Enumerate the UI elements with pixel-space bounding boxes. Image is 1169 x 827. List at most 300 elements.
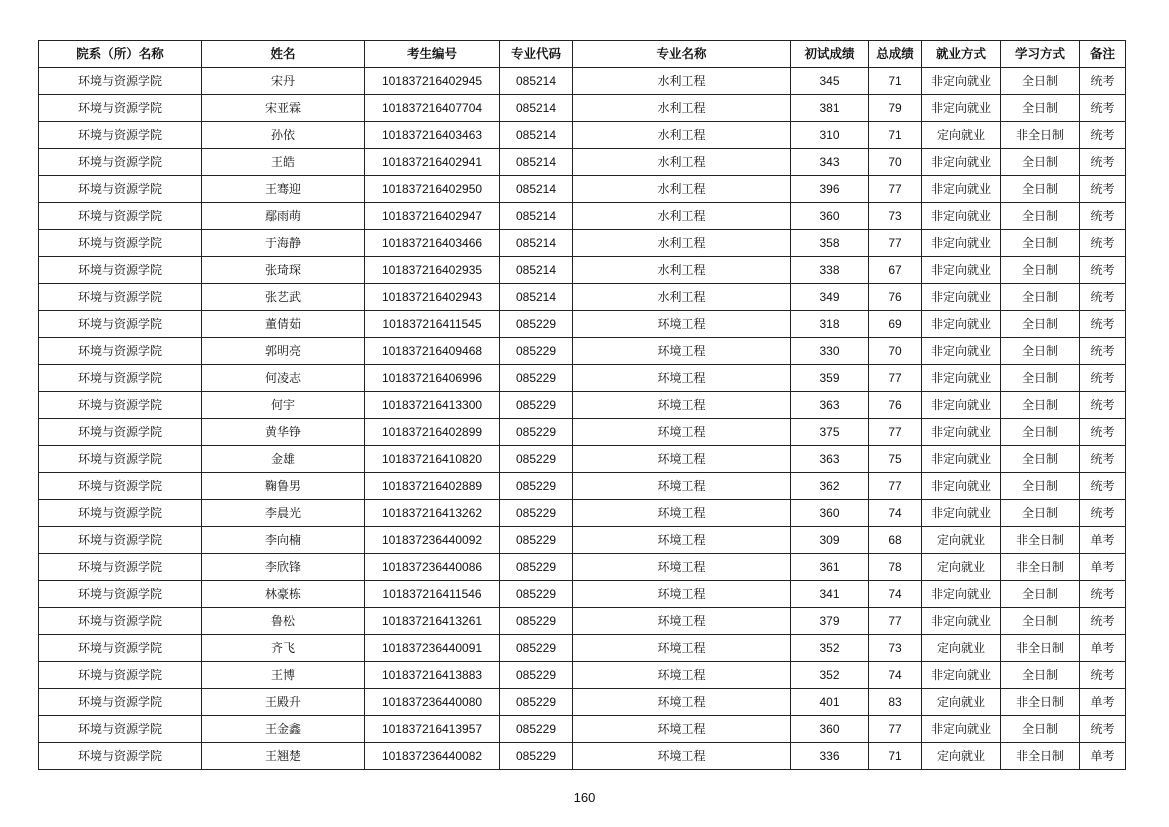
cell-initial-score: 310 — [791, 122, 869, 149]
cell-major-name: 水利工程 — [573, 230, 791, 257]
cell-study-mode: 非全日制 — [1001, 554, 1080, 581]
cell-initial-score: 358 — [791, 230, 869, 257]
cell-employment-type: 非定向就业 — [922, 338, 1001, 365]
cell-name: 董倩茹 — [202, 311, 365, 338]
cell-department: 环境与资源学院 — [39, 446, 202, 473]
cell-major-name: 水利工程 — [573, 95, 791, 122]
cell-candidate-id: 101837216413300 — [365, 392, 500, 419]
cell-employment-type: 定向就业 — [922, 554, 1001, 581]
cell-study-mode: 全日制 — [1001, 203, 1080, 230]
cell-major-name: 环境工程 — [573, 554, 791, 581]
cell-major-name: 环境工程 — [573, 581, 791, 608]
cell-total-score: 79 — [869, 95, 922, 122]
cell-major-code: 085214 — [500, 257, 573, 284]
cell-study-mode: 全日制 — [1001, 446, 1080, 473]
cell-study-mode: 全日制 — [1001, 230, 1080, 257]
table-row — [39, 743, 1126, 770]
cell-employment-type: 非定向就业 — [922, 500, 1001, 527]
cell-candidate-id: 101837236440092 — [365, 527, 500, 554]
cell-total-score: 74 — [869, 500, 922, 527]
cell-study-mode: 全日制 — [1001, 473, 1080, 500]
cell-remarks: 统考 — [1080, 203, 1126, 230]
cell-remarks: 单考 — [1080, 635, 1126, 662]
cell-department: 环境与资源学院 — [39, 176, 202, 203]
cell-department: 环境与资源学院 — [39, 338, 202, 365]
cell-department: 环境与资源学院 — [39, 311, 202, 338]
cell-name: 林豪栋 — [202, 581, 365, 608]
cell-initial-score: 381 — [791, 95, 869, 122]
cell-major-name: 环境工程 — [573, 743, 791, 770]
cell-department: 环境与资源学院 — [39, 473, 202, 500]
cell-employment-type: 非定向就业 — [922, 68, 1001, 95]
table-row — [39, 419, 1126, 446]
cell-remarks: 统考 — [1080, 95, 1126, 122]
cell-candidate-id: 101837216402935 — [365, 257, 500, 284]
cell-major-code: 085214 — [500, 230, 573, 257]
header-employment-type: 就业方式 — [922, 41, 1001, 68]
cell-initial-score: 375 — [791, 419, 869, 446]
cell-major-code: 085229 — [500, 527, 573, 554]
cell-initial-score: 352 — [791, 635, 869, 662]
header-department: 院系（所）名称 — [39, 41, 202, 68]
cell-total-score: 77 — [869, 176, 922, 203]
cell-remarks: 统考 — [1080, 176, 1126, 203]
cell-major-code: 085229 — [500, 419, 573, 446]
cell-employment-type: 定向就业 — [922, 689, 1001, 716]
table-row — [39, 365, 1126, 392]
cell-total-score: 69 — [869, 311, 922, 338]
cell-initial-score: 359 — [791, 365, 869, 392]
table-row — [39, 122, 1126, 149]
table-row — [39, 716, 1126, 743]
cell-initial-score: 360 — [791, 716, 869, 743]
cell-name: 王皓 — [202, 149, 365, 176]
cell-total-score: 75 — [869, 446, 922, 473]
header-major-code: 专业代码 — [500, 41, 573, 68]
cell-major-name: 环境工程 — [573, 338, 791, 365]
cell-total-score: 74 — [869, 581, 922, 608]
cell-department: 环境与资源学院 — [39, 230, 202, 257]
cell-major-code: 085214 — [500, 284, 573, 311]
table-row — [39, 230, 1126, 257]
cell-name: 鄢雨萌 — [202, 203, 365, 230]
cell-major-name: 水利工程 — [573, 149, 791, 176]
cell-department: 环境与资源学院 — [39, 608, 202, 635]
cell-employment-type: 非定向就业 — [922, 392, 1001, 419]
cell-department: 环境与资源学院 — [39, 365, 202, 392]
table-row — [39, 338, 1126, 365]
cell-total-score: 76 — [869, 284, 922, 311]
cell-remarks: 统考 — [1080, 716, 1126, 743]
cell-total-score: 71 — [869, 68, 922, 95]
cell-candidate-id: 101837216403463 — [365, 122, 500, 149]
cell-name: 何宇 — [202, 392, 365, 419]
cell-candidate-id: 101837216411546 — [365, 581, 500, 608]
cell-major-code: 085229 — [500, 473, 573, 500]
cell-name: 黄华铮 — [202, 419, 365, 446]
cell-study-mode: 非全日制 — [1001, 122, 1080, 149]
cell-employment-type: 非定向就业 — [922, 662, 1001, 689]
cell-major-name: 水利工程 — [573, 203, 791, 230]
cell-study-mode: 非全日制 — [1001, 743, 1080, 770]
table-row — [39, 635, 1126, 662]
cell-major-name: 环境工程 — [573, 419, 791, 446]
page-number: 160 — [573, 790, 596, 805]
cell-study-mode: 全日制 — [1001, 392, 1080, 419]
cell-major-code: 085229 — [500, 365, 573, 392]
cell-major-code: 085229 — [500, 716, 573, 743]
cell-total-score: 77 — [869, 473, 922, 500]
cell-major-name: 环境工程 — [573, 716, 791, 743]
cell-employment-type: 非定向就业 — [922, 95, 1001, 122]
cell-department: 环境与资源学院 — [39, 419, 202, 446]
table-row — [39, 689, 1126, 716]
cell-candidate-id: 101837216403466 — [365, 230, 500, 257]
cell-employment-type: 定向就业 — [922, 122, 1001, 149]
cell-name: 鞠鲁男 — [202, 473, 365, 500]
cell-remarks: 单考 — [1080, 743, 1126, 770]
cell-name: 郭明亮 — [202, 338, 365, 365]
cell-remarks: 统考 — [1080, 581, 1126, 608]
cell-study-mode: 全日制 — [1001, 419, 1080, 446]
cell-name: 李欣锋 — [202, 554, 365, 581]
cell-employment-type: 非定向就业 — [922, 257, 1001, 284]
cell-major-code: 085229 — [500, 392, 573, 419]
cell-study-mode: 全日制 — [1001, 95, 1080, 122]
cell-study-mode: 全日制 — [1001, 284, 1080, 311]
table-row — [39, 527, 1126, 554]
cell-remarks: 统考 — [1080, 365, 1126, 392]
cell-candidate-id: 101837216413883 — [365, 662, 500, 689]
cell-candidate-id: 101837216413261 — [365, 608, 500, 635]
header-candidate-id: 考生编号 — [365, 41, 500, 68]
cell-total-score: 70 — [869, 338, 922, 365]
cell-initial-score: 363 — [791, 446, 869, 473]
cell-employment-type: 非定向就业 — [922, 176, 1001, 203]
cell-employment-type: 非定向就业 — [922, 581, 1001, 608]
cell-candidate-id: 101837216402945 — [365, 68, 500, 95]
cell-major-code: 085229 — [500, 581, 573, 608]
cell-name: 鲁松 — [202, 608, 365, 635]
cell-study-mode: 全日制 — [1001, 176, 1080, 203]
cell-employment-type: 非定向就业 — [922, 446, 1001, 473]
cell-study-mode: 非全日制 — [1001, 689, 1080, 716]
cell-study-mode: 全日制 — [1001, 500, 1080, 527]
cell-name: 王金鑫 — [202, 716, 365, 743]
cell-total-score: 77 — [869, 230, 922, 257]
cell-major-name: 环境工程 — [573, 527, 791, 554]
table-row — [39, 311, 1126, 338]
cell-major-code: 085214 — [500, 176, 573, 203]
cell-name: 于海静 — [202, 230, 365, 257]
cell-name: 李向楠 — [202, 527, 365, 554]
table-row — [39, 68, 1126, 95]
cell-total-score: 71 — [869, 122, 922, 149]
cell-total-score: 76 — [869, 392, 922, 419]
cell-major-code: 085229 — [500, 338, 573, 365]
header-study-mode: 学习方式 — [1001, 41, 1080, 68]
cell-total-score: 73 — [869, 203, 922, 230]
cell-department: 环境与资源学院 — [39, 581, 202, 608]
cell-major-name: 环境工程 — [573, 446, 791, 473]
cell-major-name: 水利工程 — [573, 176, 791, 203]
cell-initial-score: 341 — [791, 581, 869, 608]
cell-initial-score: 343 — [791, 149, 869, 176]
cell-department: 环境与资源学院 — [39, 743, 202, 770]
cell-major-name: 环境工程 — [573, 662, 791, 689]
cell-department: 环境与资源学院 — [39, 554, 202, 581]
cell-candidate-id: 101837216402941 — [365, 149, 500, 176]
header-major-name: 专业名称 — [573, 41, 791, 68]
cell-name: 何凌志 — [202, 365, 365, 392]
cell-initial-score: 309 — [791, 527, 869, 554]
header-name: 姓名 — [202, 41, 365, 68]
cell-remarks: 统考 — [1080, 284, 1126, 311]
cell-remarks: 统考 — [1080, 473, 1126, 500]
cell-candidate-id: 101837216402943 — [365, 284, 500, 311]
cell-department: 环境与资源学院 — [39, 500, 202, 527]
cell-initial-score: 361 — [791, 554, 869, 581]
cell-candidate-id: 101837216402950 — [365, 176, 500, 203]
table-row — [39, 608, 1126, 635]
cell-candidate-id: 101837216402899 — [365, 419, 500, 446]
cell-initial-score: 379 — [791, 608, 869, 635]
cell-major-name: 环境工程 — [573, 608, 791, 635]
table-row — [39, 473, 1126, 500]
cell-initial-score: 360 — [791, 203, 869, 230]
cell-employment-type: 非定向就业 — [922, 365, 1001, 392]
cell-candidate-id: 101837216402947 — [365, 203, 500, 230]
cell-remarks: 统考 — [1080, 338, 1126, 365]
table-row — [39, 257, 1126, 284]
cell-initial-score: 336 — [791, 743, 869, 770]
cell-study-mode: 全日制 — [1001, 365, 1080, 392]
cell-major-code: 085229 — [500, 554, 573, 581]
cell-major-name: 环境工程 — [573, 365, 791, 392]
cell-candidate-id: 101837216402889 — [365, 473, 500, 500]
cell-remarks: 单考 — [1080, 554, 1126, 581]
cell-employment-type: 非定向就业 — [922, 203, 1001, 230]
cell-remarks: 统考 — [1080, 419, 1126, 446]
cell-candidate-id: 101837216406996 — [365, 365, 500, 392]
cell-total-score: 77 — [869, 419, 922, 446]
admission-table — [38, 40, 1126, 770]
cell-initial-score: 360 — [791, 500, 869, 527]
cell-total-score: 77 — [869, 716, 922, 743]
cell-total-score: 74 — [869, 662, 922, 689]
cell-remarks: 统考 — [1080, 608, 1126, 635]
cell-major-code: 085229 — [500, 608, 573, 635]
cell-candidate-id: 101837216407704 — [365, 95, 500, 122]
table-row — [39, 149, 1126, 176]
cell-remarks: 统考 — [1080, 500, 1126, 527]
cell-candidate-id: 101837216411545 — [365, 311, 500, 338]
cell-initial-score: 352 — [791, 662, 869, 689]
cell-remarks: 统考 — [1080, 446, 1126, 473]
cell-major-name: 水利工程 — [573, 257, 791, 284]
header-remarks: 备注 — [1080, 41, 1126, 68]
table-row — [39, 284, 1126, 311]
cell-major-name: 环境工程 — [573, 311, 791, 338]
cell-name: 金雄 — [202, 446, 365, 473]
header-initial-score: 初试成绩 — [791, 41, 869, 68]
cell-department: 环境与资源学院 — [39, 203, 202, 230]
cell-name: 王殿升 — [202, 689, 365, 716]
cell-major-name: 环境工程 — [573, 473, 791, 500]
cell-total-score: 78 — [869, 554, 922, 581]
cell-employment-type: 非定向就业 — [922, 284, 1001, 311]
cell-name: 齐飞 — [202, 635, 365, 662]
cell-candidate-id: 101837216410820 — [365, 446, 500, 473]
cell-major-code: 085229 — [500, 635, 573, 662]
cell-study-mode: 全日制 — [1001, 608, 1080, 635]
cell-total-score: 71 — [869, 743, 922, 770]
cell-initial-score: 396 — [791, 176, 869, 203]
cell-department: 环境与资源学院 — [39, 527, 202, 554]
cell-major-name: 环境工程 — [573, 635, 791, 662]
cell-name: 宋丹 — [202, 68, 365, 95]
table-row — [39, 446, 1126, 473]
cell-department: 环境与资源学院 — [39, 635, 202, 662]
cell-major-code: 085229 — [500, 743, 573, 770]
cell-major-code: 085214 — [500, 68, 573, 95]
cell-candidate-id: 101837236440082 — [365, 743, 500, 770]
cell-name: 王骞迎 — [202, 176, 365, 203]
cell-remarks: 统考 — [1080, 392, 1126, 419]
cell-remarks: 统考 — [1080, 230, 1126, 257]
cell-employment-type: 非定向就业 — [922, 473, 1001, 500]
cell-employment-type: 非定向就业 — [922, 419, 1001, 446]
cell-remarks: 统考 — [1080, 122, 1126, 149]
cell-major-code: 085214 — [500, 149, 573, 176]
cell-remarks: 统考 — [1080, 257, 1126, 284]
cell-total-score: 77 — [869, 365, 922, 392]
cell-initial-score: 330 — [791, 338, 869, 365]
table-row — [39, 581, 1126, 608]
cell-department: 环境与资源学院 — [39, 122, 202, 149]
cell-name: 张艺武 — [202, 284, 365, 311]
cell-employment-type: 定向就业 — [922, 527, 1001, 554]
cell-study-mode: 全日制 — [1001, 68, 1080, 95]
cell-major-name: 水利工程 — [573, 122, 791, 149]
table-row — [39, 392, 1126, 419]
cell-name: 李晨光 — [202, 500, 365, 527]
cell-name: 孙依 — [202, 122, 365, 149]
cell-major-code: 085229 — [500, 662, 573, 689]
cell-major-code: 085229 — [500, 446, 573, 473]
cell-study-mode: 全日制 — [1001, 662, 1080, 689]
cell-department: 环境与资源学院 — [39, 392, 202, 419]
cell-department: 环境与资源学院 — [39, 257, 202, 284]
cell-major-name: 环境工程 — [573, 500, 791, 527]
cell-study-mode: 全日制 — [1001, 338, 1080, 365]
cell-initial-score: 362 — [791, 473, 869, 500]
cell-major-code: 085229 — [500, 500, 573, 527]
cell-remarks: 单考 — [1080, 527, 1126, 554]
cell-initial-score: 338 — [791, 257, 869, 284]
cell-study-mode: 非全日制 — [1001, 635, 1080, 662]
cell-major-code: 085214 — [500, 122, 573, 149]
cell-candidate-id: 101837236440086 — [365, 554, 500, 581]
cell-employment-type: 定向就业 — [922, 743, 1001, 770]
cell-employment-type: 非定向就业 — [922, 230, 1001, 257]
cell-study-mode: 全日制 — [1001, 581, 1080, 608]
cell-total-score: 68 — [869, 527, 922, 554]
cell-remarks: 统考 — [1080, 149, 1126, 176]
cell-major-name: 环境工程 — [573, 689, 791, 716]
cell-major-code: 085229 — [500, 689, 573, 716]
cell-major-name: 环境工程 — [573, 392, 791, 419]
cell-candidate-id: 101837216413957 — [365, 716, 500, 743]
cell-study-mode: 全日制 — [1001, 311, 1080, 338]
table-body — [39, 68, 1126, 770]
cell-employment-type: 非定向就业 — [922, 149, 1001, 176]
cell-employment-type: 定向就业 — [922, 635, 1001, 662]
cell-major-name: 水利工程 — [573, 68, 791, 95]
cell-department: 环境与资源学院 — [39, 716, 202, 743]
cell-department: 环境与资源学院 — [39, 95, 202, 122]
cell-department: 环境与资源学院 — [39, 284, 202, 311]
cell-total-score: 73 — [869, 635, 922, 662]
cell-employment-type: 非定向就业 — [922, 608, 1001, 635]
table-row — [39, 500, 1126, 527]
cell-remarks: 统考 — [1080, 662, 1126, 689]
cell-department: 环境与资源学院 — [39, 68, 202, 95]
cell-name: 宋亚霖 — [202, 95, 365, 122]
cell-name: 王博 — [202, 662, 365, 689]
cell-remarks: 单考 — [1080, 689, 1126, 716]
cell-major-code: 085214 — [500, 203, 573, 230]
header-row — [39, 41, 1126, 68]
cell-total-score: 70 — [869, 149, 922, 176]
cell-major-code: 085229 — [500, 311, 573, 338]
cell-name: 王翘楚 — [202, 743, 365, 770]
cell-study-mode: 全日制 — [1001, 716, 1080, 743]
cell-department: 环境与资源学院 — [39, 149, 202, 176]
table-row — [39, 662, 1126, 689]
cell-study-mode: 全日制 — [1001, 149, 1080, 176]
cell-major-code: 085214 — [500, 95, 573, 122]
table-row — [39, 554, 1126, 581]
cell-name: 张琦琛 — [202, 257, 365, 284]
cell-total-score: 67 — [869, 257, 922, 284]
cell-remarks: 统考 — [1080, 311, 1126, 338]
cell-initial-score: 363 — [791, 392, 869, 419]
cell-study-mode: 全日制 — [1001, 257, 1080, 284]
cell-candidate-id: 101837216413262 — [365, 500, 500, 527]
cell-candidate-id: 101837236440080 — [365, 689, 500, 716]
cell-total-score: 83 — [869, 689, 922, 716]
cell-initial-score: 349 — [791, 284, 869, 311]
cell-candidate-id: 101837216409468 — [365, 338, 500, 365]
cell-initial-score: 401 — [791, 689, 869, 716]
cell-employment-type: 非定向就业 — [922, 716, 1001, 743]
cell-candidate-id: 101837236440091 — [365, 635, 500, 662]
cell-major-name: 水利工程 — [573, 284, 791, 311]
table-row — [39, 203, 1126, 230]
cell-study-mode: 非全日制 — [1001, 527, 1080, 554]
cell-department: 环境与资源学院 — [39, 689, 202, 716]
header-total-score: 总成绩 — [869, 41, 922, 68]
table-row — [39, 176, 1126, 203]
cell-initial-score: 345 — [791, 68, 869, 95]
cell-department: 环境与资源学院 — [39, 662, 202, 689]
table-row — [39, 95, 1126, 122]
cell-total-score: 77 — [869, 608, 922, 635]
cell-employment-type: 非定向就业 — [922, 311, 1001, 338]
cell-remarks: 统考 — [1080, 68, 1126, 95]
cell-initial-score: 318 — [791, 311, 869, 338]
